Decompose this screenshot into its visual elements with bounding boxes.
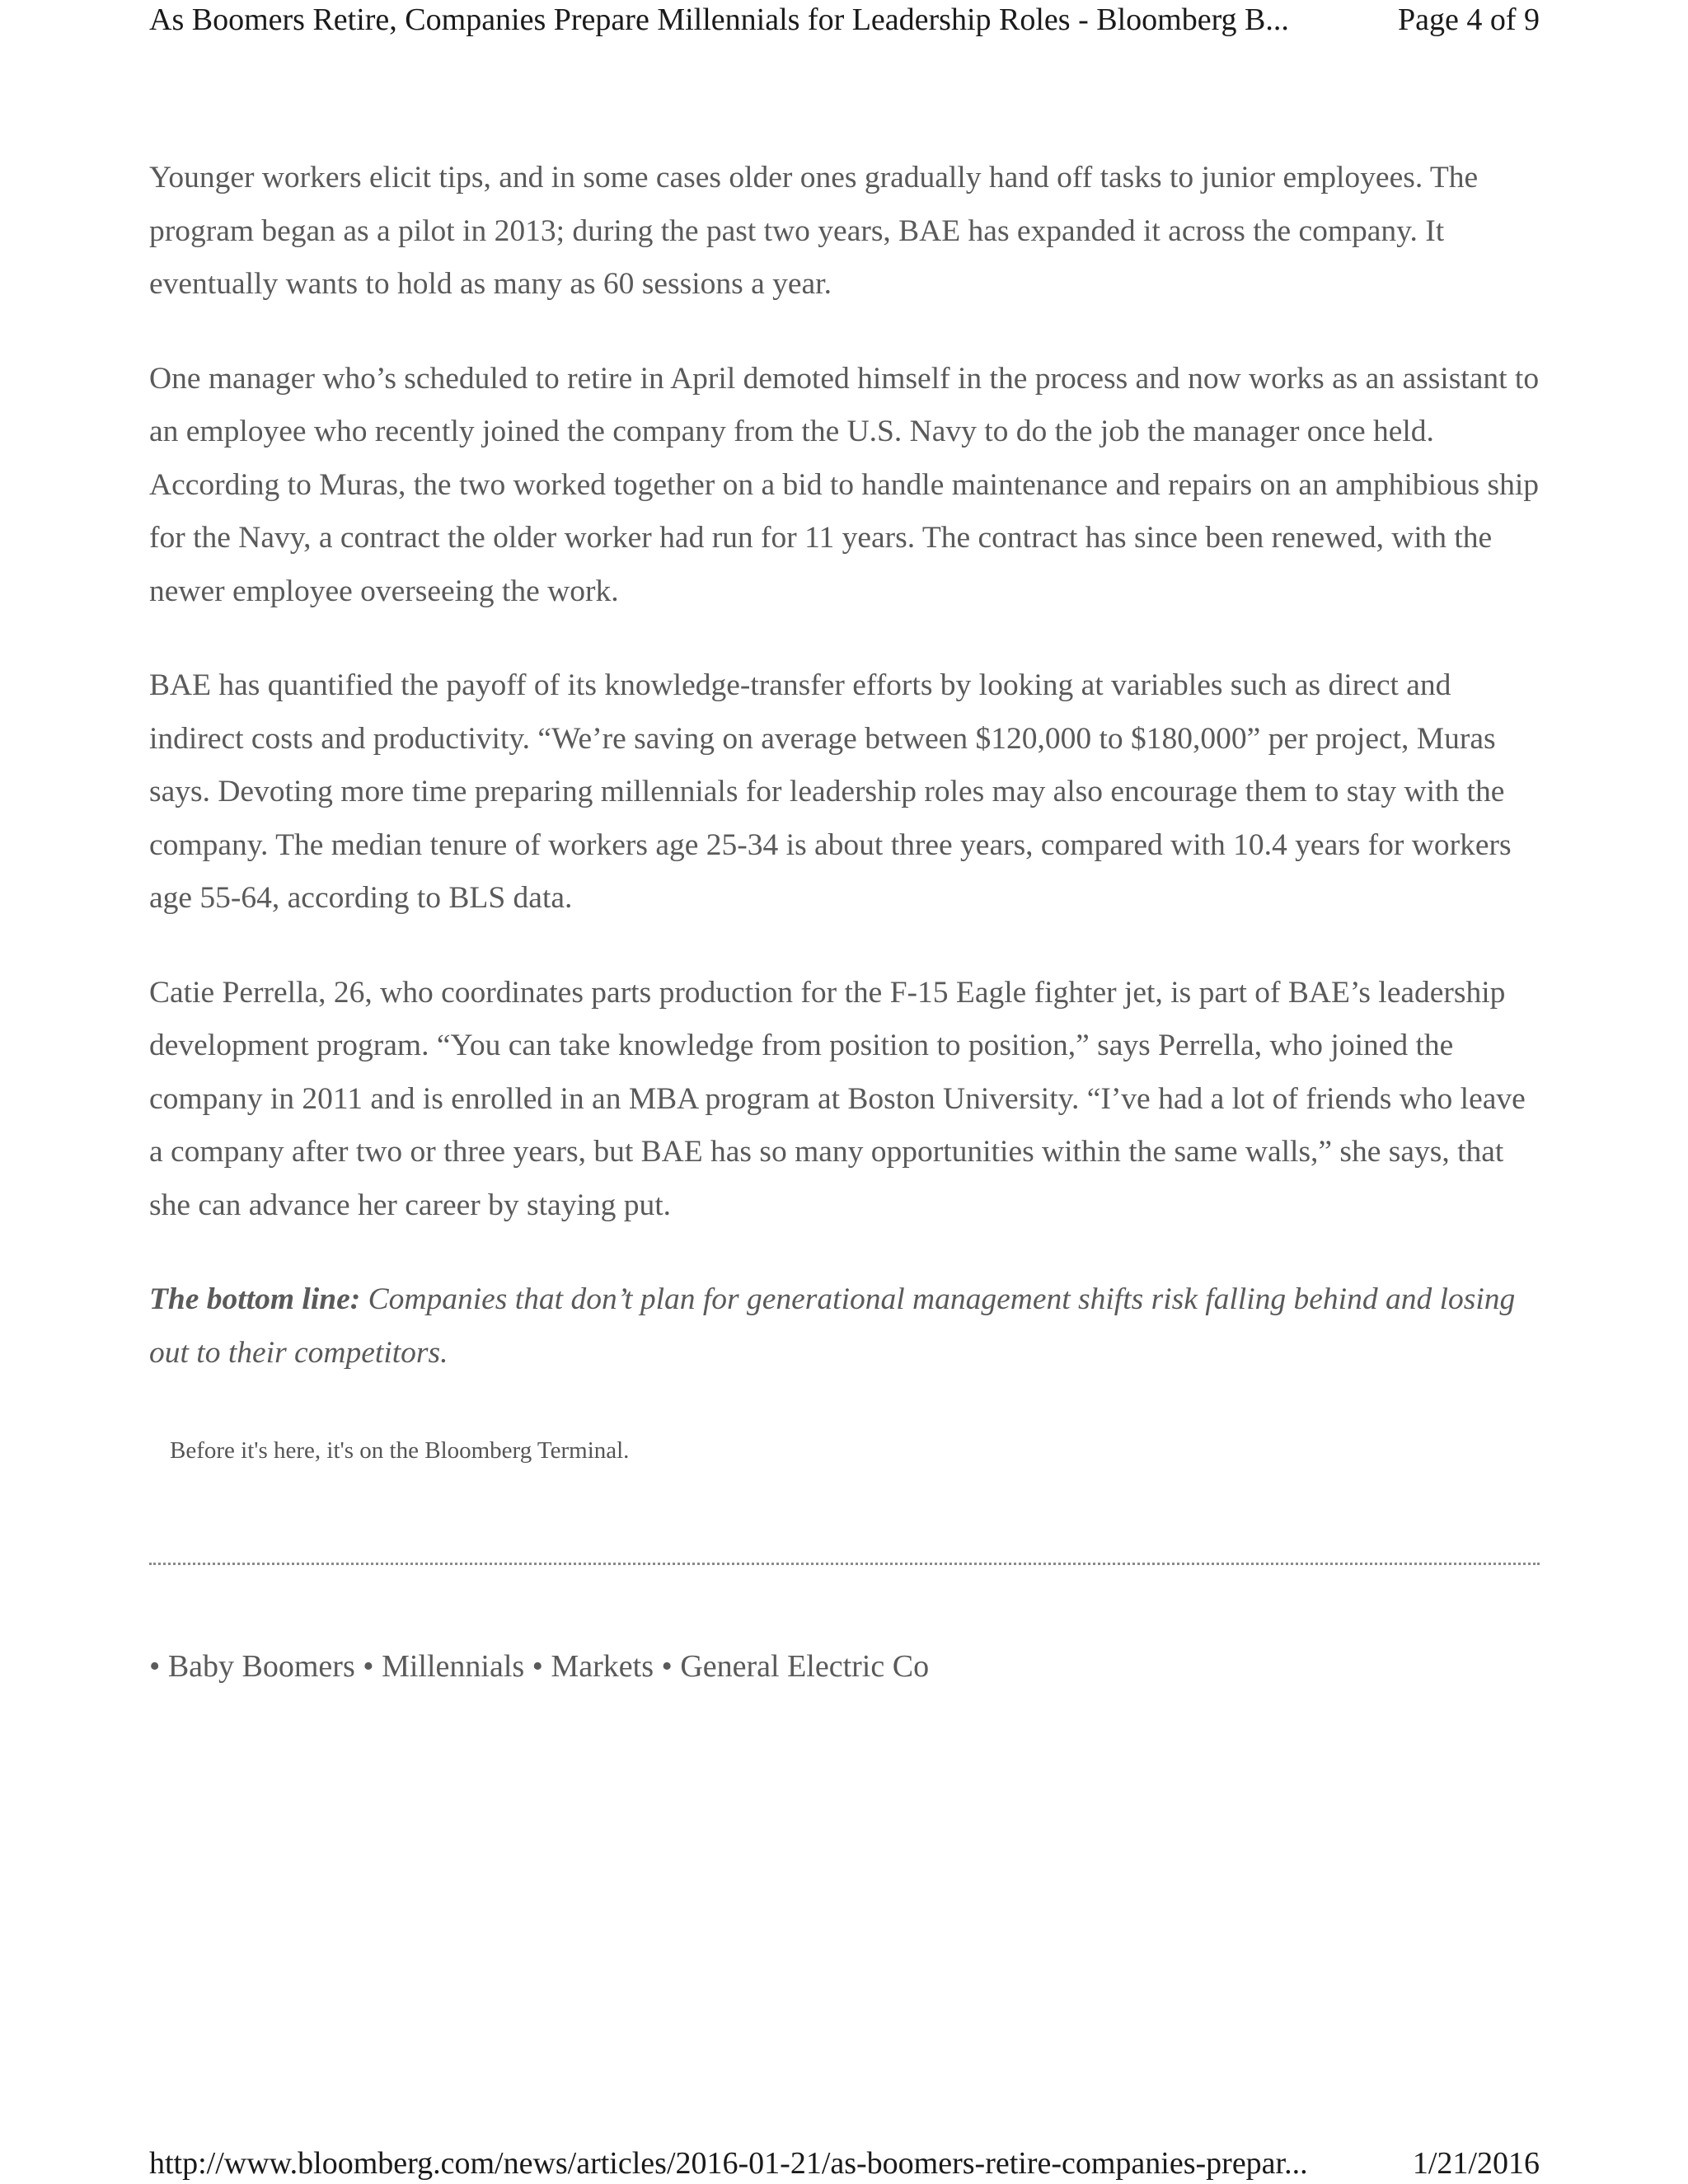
tag-link-general-electric[interactable]: General Electric Co xyxy=(680,1649,930,1684)
bullet: • xyxy=(532,1649,543,1684)
print-date: 1/21/2016 xyxy=(1412,2146,1540,2181)
topic-tags xyxy=(149,1646,929,1687)
bullet: • xyxy=(363,1649,374,1684)
source-url: http://www.bloomberg.com/news/articles/2016-01-21/as-boomers-retire-companies-prepar... xyxy=(149,2146,1308,2181)
paragraph: One manager who’s scheduled to retire in April demoted himself in the process and now works as an assistant to an employee who recently joined the company from the U.S. Navy to do the job the manager once held. According to Muras, the two worked together on a bid to handle maintenance and repairs on an amphibious ship for the Navy, a contract the older worker had run for 11 years. The contract has since been renewed, with the newer employee overseeing the work. xyxy=(149,361,1540,608)
bottom-line-label: The bottom line: xyxy=(149,1282,361,1316)
paragraph: BAE has quantified the payoff of its knowledge-transfer efforts by looking at variables such as direct and indirect costs and productivity. “We’re saving on average between $120,000 to $180,000” per project, Muras says. Devoting more time preparing millennials for leadership roles may also encourage them to stay with the company. The median tenure of workers age 25-34 is about three years, compared with 10.4 years for workers age 55-64, according to BLS data. xyxy=(149,668,1512,915)
paragraph: Younger workers elicit tips, and in some cases older ones gradually hand off tasks to junior employees. The program began as a pilot in 2013; during the past two years, BAE has expanded it across the company. It eventually wants to hold as many as 60 sessions a year. xyxy=(149,161,1479,301)
bottom-line-text: Companies that don’t plan for generational management shifts risk falling behind and losing out to their competitors. xyxy=(149,1282,1516,1370)
terminal-promo-note: Before it's here, it's on the Bloomberg Terminal. xyxy=(170,1437,630,1464)
bottom-line-paragraph xyxy=(149,1273,1540,1380)
print-footer xyxy=(149,2143,1540,2184)
paragraph: Catie Perrella, 26, who coordinates parts production for the F-15 Eagle fighter jet, is part of BAE’s leadership development program. “You can take knowledge from position to position,” says Perrella, who joined the company in 2011 and is enrolled in an MBA program at Boston University. “I’ve had a lot of friends who leave a company after two or three years, but BAE has so many opportunities within the same walls,” she says, that she can advance her career by staying put. xyxy=(149,975,1526,1222)
article-body xyxy=(149,152,1540,1380)
page-indicator: Page 4 of 9 xyxy=(1397,2,1540,37)
bullet: • xyxy=(149,1649,161,1684)
bullet: • xyxy=(661,1649,673,1684)
dotted-divider xyxy=(149,1563,1540,1565)
print-header xyxy=(149,0,1540,40)
tag-link-millennials[interactable]: Millennials xyxy=(382,1649,525,1684)
tag-link-baby-boomers[interactable]: Baby Boomers xyxy=(167,1649,355,1684)
page-title: As Boomers Retire, Companies Prepare Millennials for Leadership Roles - Bloomberg B... xyxy=(149,2,1289,37)
tag-link-markets[interactable]: Markets xyxy=(551,1649,654,1684)
